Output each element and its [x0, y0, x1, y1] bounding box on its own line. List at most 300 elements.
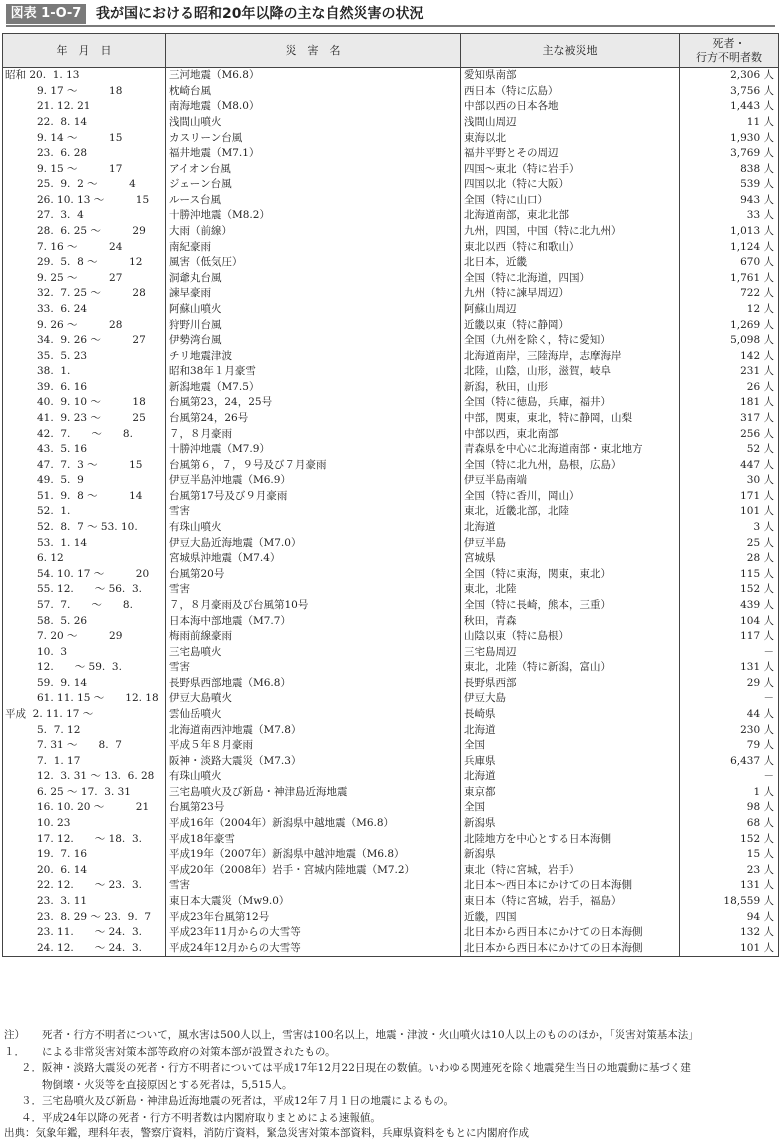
date-cell: 52. 1. [3, 504, 166, 520]
affected-area-cell: 愛知県南部 [461, 68, 680, 84]
disaster-name-cell: 福井地震（M7.1） [166, 146, 461, 162]
casualties-cell: 18,559 人 [680, 894, 779, 910]
disaster-name-cell: 雪害 [166, 660, 461, 676]
date-cell: 39. 6. 16 [3, 380, 166, 396]
disaster-name-cell: アイオン台風 [166, 161, 461, 177]
casualties-cell: 1,930 人 [680, 130, 779, 146]
table-row [3, 613, 779, 629]
affected-area-cell: 全国（特に徳島，兵庫，福井） [461, 395, 680, 411]
figure-title: 我が国における昭和20年以降の主な自然災害の状況 [96, 6, 424, 22]
affected-area-cell: 全国（特に東海，関東，東北） [461, 567, 680, 583]
table-row [3, 130, 779, 146]
casualties-cell: 447 人 [680, 457, 779, 473]
disaster-name-cell: 諫早豪雨 [166, 286, 461, 302]
date-cell: 7. 31 ～ 8. 7 [3, 738, 166, 754]
affected-area-cell: 全国 [461, 800, 680, 816]
table-row [3, 161, 779, 177]
table-row [3, 426, 779, 442]
note-item [4, 1093, 778, 1110]
casualties-cell: 1,013 人 [680, 224, 779, 240]
casualties-cell: 181 人 [680, 395, 779, 411]
table-row [3, 333, 779, 349]
source-note: 出典：気象年鑑，理科年表，警察庁資料，消防庁資料，緊急災害対策本部資料，兵庫県資料をもとに内閣府作成 [4, 1127, 529, 1139]
date-cell: 6. 25 ～ 17. 3. 31 [3, 785, 166, 801]
date-cell: 59. 9. 14 [3, 676, 166, 692]
casualties-cell: 12 人 [680, 302, 779, 318]
casualties-cell: 115 人 [680, 567, 779, 583]
disaster-name-cell: カスリーン台風 [166, 130, 461, 146]
disaster-name-cell: 十勝沖地震（M7.9） [166, 442, 461, 458]
disaster-table [2, 33, 779, 957]
date-cell: 10. 3 [3, 644, 166, 660]
disaster-name-cell: ルース台風 [166, 193, 461, 209]
note-item [4, 1060, 778, 1093]
table-row [3, 925, 779, 941]
date-cell: 6. 12 [3, 551, 166, 567]
disaster-name-cell: 南紀豪雨 [166, 239, 461, 255]
figure-header [6, 4, 775, 24]
table-row [3, 753, 779, 769]
header-date: 年 月 日 [3, 34, 166, 68]
affected-area-cell: 伊豆半島 [461, 535, 680, 551]
note-text: 平成24年以降の死者・行方不明者数は内閣府取りまとめによる速報値。 [42, 1111, 381, 1124]
date-cell: 20. 6. 14 [3, 862, 166, 878]
casualties-cell: 104 人 [680, 613, 779, 629]
date-cell: 55. 12. ～ 56. 3. [3, 582, 166, 598]
disaster-name-cell: 有珠山噴火 [166, 520, 461, 536]
disaster-name-cell: 昭和38年１月豪雪 [166, 364, 461, 380]
casualties-cell: 44 人 [680, 707, 779, 723]
casualties-cell: 11 人 [680, 115, 779, 131]
casualties-cell: 52 人 [680, 442, 779, 458]
disaster-name-cell: 北海道南西沖地震（M7.8） [166, 722, 461, 738]
casualties-cell: 132 人 [680, 925, 779, 941]
affected-area-cell: 全国 [461, 738, 680, 754]
disaster-name-cell: 日本海中部地震（M7.7） [166, 613, 461, 629]
disaster-name-cell: 平成18年豪雪 [166, 831, 461, 847]
disaster-name-cell: ジェーン台風 [166, 177, 461, 193]
disaster-name-cell: 台風第23，24，25号 [166, 395, 461, 411]
table-row [3, 785, 779, 801]
table-row [3, 520, 779, 536]
casualties-cell: 29 人 [680, 676, 779, 692]
date-cell: 12. ～ 59. 3. [3, 660, 166, 676]
affected-area-cell: 三宅島周辺 [461, 644, 680, 660]
affected-area-cell: 東北以西（特に和歌山） [461, 239, 680, 255]
disaster-name-cell: 三宅島噴火及び新島・神津島近海地震 [166, 785, 461, 801]
casualties-cell: 30 人 [680, 473, 779, 489]
table-row [3, 442, 779, 458]
note-text: 阪神・淡路大震災の死者・行方不明者については平成17年12月22日現在の数値。いわゆる関連死を除く地震発生当日の地震動に基づく建 物倒壊・火災等を直接原因とする死者は，5,515人。 [42, 1062, 691, 1091]
affected-area-cell: 東北，近畿北部，北陸 [461, 504, 680, 520]
disaster-name-cell: 平成24年12月からの大雪等 [166, 940, 461, 956]
date-cell: 26. 10. 13 ～ 15 [3, 193, 166, 209]
date-cell: 40. 9. 10 ～ 18 [3, 395, 166, 411]
header-casualties: 死者・ 行方不明者数 [680, 34, 779, 68]
casualties-cell: 670 人 [680, 255, 779, 271]
disaster-name-cell: 阪神・淡路大震災（M7.3） [166, 753, 461, 769]
affected-area-cell: 四国以北（特に大阪） [461, 177, 680, 193]
table-row [3, 707, 779, 723]
affected-area-cell: 北日本から西日本にかけての日本海側 [461, 940, 680, 956]
affected-area-cell: 北海道 [461, 769, 680, 785]
date-cell: 9. 25 ～ 27 [3, 271, 166, 287]
affected-area-cell: 北日本～西日本にかけての日本海側 [461, 878, 680, 894]
casualties-cell: 26 人 [680, 380, 779, 396]
table-row [3, 395, 779, 411]
title-rule [6, 25, 775, 27]
casualties-cell: 1,761 人 [680, 271, 779, 287]
casualties-cell: 101 人 [680, 940, 779, 956]
disaster-name-cell: 平成16年（2004年）新潟県中越地震（M6.8） [166, 816, 461, 832]
disaster-name-cell: 雪害 [166, 878, 461, 894]
table-row [3, 862, 779, 878]
date-cell: 23. 8. 29 ～ 23. 9. 7 [3, 909, 166, 925]
table-row [3, 348, 779, 364]
disaster-name-cell: 長野県西部地震（M6.8） [166, 676, 461, 692]
date-cell: 52. 8. 7 ～ 53. 10. [3, 520, 166, 536]
table-row [3, 535, 779, 551]
date-cell: 47. 7. 3 ～ 15 [3, 457, 166, 473]
affected-area-cell: 東海以北 [461, 130, 680, 146]
affected-area-cell: 阿蘇山周辺 [461, 302, 680, 318]
table-row [3, 224, 779, 240]
table-row [3, 660, 779, 676]
disaster-name-cell: 平成23年11月からの大雪等 [166, 925, 461, 941]
disaster-name-cell: 三宅島噴火 [166, 644, 461, 660]
table-row [3, 629, 779, 645]
note-marker: ３． [21, 1095, 42, 1107]
casualties-cell: 117 人 [680, 629, 779, 645]
casualties-cell: 33 人 [680, 208, 779, 224]
table-row [3, 286, 779, 302]
affected-area-cell: 中部以西，東北南部 [461, 426, 680, 442]
table-row [3, 567, 779, 583]
header-affected-area: 主な被災地 [461, 34, 680, 68]
disaster-name-cell: 有珠山噴火 [166, 769, 461, 785]
date-cell: 29. 5. 8 ～ 12 [3, 255, 166, 271]
casualties-cell: 131 人 [680, 660, 779, 676]
casualties-cell: 3,756 人 [680, 84, 779, 100]
disaster-name-cell: 雲仙岳噴火 [166, 707, 461, 723]
disaster-name-cell: 三河地震（M6.8） [166, 68, 461, 84]
note-marker: ２． [21, 1062, 42, 1074]
disaster-name-cell: 伊豆大島噴火 [166, 691, 461, 707]
disaster-name-cell: 十勝沖地震（M8.2） [166, 208, 461, 224]
casualties-cell: 101 人 [680, 504, 779, 520]
table-row [3, 847, 779, 863]
table-row [3, 722, 779, 738]
date-cell: 42. 7. ～ 8. [3, 426, 166, 442]
table-row [3, 411, 779, 427]
affected-area-cell: 福井平野とその周辺 [461, 146, 680, 162]
table-row [3, 831, 779, 847]
affected-area-cell: 長崎県 [461, 707, 680, 723]
disaster-name-cell: 阿蘇山噴火 [166, 302, 461, 318]
table-row [3, 504, 779, 520]
table-row [3, 551, 779, 567]
affected-area-cell: 北陸，山陰，山形，滋賀，岐阜 [461, 364, 680, 380]
date-cell: 7. 16 ～ 24 [3, 239, 166, 255]
casualties-cell: 152 人 [680, 831, 779, 847]
affected-area-cell: 北日本から西日本にかけての日本海側 [461, 925, 680, 941]
date-cell: 5. 7. 12 [3, 722, 166, 738]
date-cell: 54. 10. 17 ～ 20 [3, 567, 166, 583]
affected-area-cell: 全国（特に山口） [461, 193, 680, 209]
affected-area-cell: 全国（九州を除く，特に愛知） [461, 333, 680, 349]
casualties-cell: 722 人 [680, 286, 779, 302]
disaster-name-cell: ７，８月豪雨及び台風第10号 [166, 598, 461, 614]
note-marker: ４． [21, 1111, 42, 1124]
casualties-cell: 539 人 [680, 177, 779, 193]
figure-number-badge: 図表 1-O-7 [6, 4, 86, 24]
date-cell: 12. 3. 31 ～ 13. 6. 28 [3, 769, 166, 785]
affected-area-cell: 東日本（特に宮城，岩手，福島） [461, 894, 680, 910]
affected-area-cell: 北陸地方を中心とする日本海側 [461, 831, 680, 847]
affected-area-cell: 近畿，四国 [461, 909, 680, 925]
notes-section [4, 1027, 778, 1126]
casualties-cell: 256 人 [680, 426, 779, 442]
table-row [3, 644, 779, 660]
casualties-cell: － [680, 691, 779, 707]
date-cell: 9. 15 ～ 17 [3, 161, 166, 177]
table-row [3, 800, 779, 816]
affected-area-cell: 兵庫県 [461, 753, 680, 769]
casualties-cell: 838 人 [680, 161, 779, 177]
affected-area-cell: 四国～東北（特に岩手） [461, 161, 680, 177]
affected-area-cell: 秋田，青森 [461, 613, 680, 629]
date-cell: 9. 17 ～ 18 [3, 84, 166, 100]
date-cell: 平成 2. 11. 17 ～ [3, 707, 166, 723]
casualties-cell: 3,769 人 [680, 146, 779, 162]
table-row [3, 271, 779, 287]
disaster-name-cell: 雪害 [166, 504, 461, 520]
disaster-name-cell: 平成５年８月豪雨 [166, 738, 461, 754]
note-item [4, 1110, 778, 1127]
table-row [3, 940, 779, 956]
date-cell: 38. 1. [3, 364, 166, 380]
table-row [3, 738, 779, 754]
affected-area-cell: 宮城県 [461, 551, 680, 567]
table-row [3, 909, 779, 925]
casualties-cell: 25 人 [680, 535, 779, 551]
casualties-cell: 5,098 人 [680, 333, 779, 349]
table-header-row [3, 34, 779, 68]
casualties-cell: 317 人 [680, 411, 779, 427]
table-row [3, 68, 779, 84]
casualties-cell: 230 人 [680, 722, 779, 738]
date-cell: 57. 7. ～ 8. [3, 598, 166, 614]
disaster-name-cell: 台風第23号 [166, 800, 461, 816]
date-cell: 21. 12. 21 [3, 99, 166, 115]
table-row [3, 99, 779, 115]
disaster-name-cell: 伊豆大島近海地震（M7.0） [166, 535, 461, 551]
casualties-cell: 142 人 [680, 348, 779, 364]
disaster-name-cell: 台風第17号及び９月豪雨 [166, 489, 461, 505]
date-cell: 7. 20 ～ 29 [3, 629, 166, 645]
table-row [3, 302, 779, 318]
affected-area-cell: 北海道南部，東北北部 [461, 208, 680, 224]
table-row [3, 894, 779, 910]
table-row [3, 146, 779, 162]
disaster-name-cell: 台風第６，７，９号及び７月豪雨 [166, 457, 461, 473]
disaster-name-cell: ７，８月豪雨 [166, 426, 461, 442]
affected-area-cell: 北海道南岸，三陸海岸，志摩海岸 [461, 348, 680, 364]
date-cell: 9. 26 ～ 28 [3, 317, 166, 333]
casualties-cell: 68 人 [680, 816, 779, 832]
casualties-cell: 1 人 [680, 785, 779, 801]
date-cell: 53. 1. 14 [3, 535, 166, 551]
disaster-name-cell: 平成23年台風第12号 [166, 909, 461, 925]
disaster-name-cell: 浅間山噴火 [166, 115, 461, 131]
date-cell: 22. 12. ～ 23. 3. [3, 878, 166, 894]
date-cell: 61. 11. 15 ～ 12. 18 [3, 691, 166, 707]
table-row [3, 364, 779, 380]
affected-area-cell: 東京都 [461, 785, 680, 801]
casualties-cell: － [680, 769, 779, 785]
table-body [3, 68, 779, 957]
date-cell: 22. 8. 14 [3, 115, 166, 131]
date-cell: 33. 6. 24 [3, 302, 166, 318]
disaster-name-cell: チリ地震津波 [166, 348, 461, 364]
affected-area-cell: 東北（特に宮城，岩手） [461, 862, 680, 878]
header-disaster-name: 災 害 名 [166, 34, 461, 68]
affected-area-cell: 長野県西部 [461, 676, 680, 692]
table-row [3, 598, 779, 614]
affected-area-cell: 全国（特に北海道，四国） [461, 271, 680, 287]
date-cell: 24. 12. ～ 24. 3. [3, 940, 166, 956]
disaster-name-cell: 平成20年（2008年）岩手・宮城内陸地震（M7.2） [166, 862, 461, 878]
date-cell: 9. 14 ～ 15 [3, 130, 166, 146]
casualties-cell: 1,443 人 [680, 99, 779, 115]
affected-area-cell: 九州，四国，中国（特に北九州） [461, 224, 680, 240]
affected-area-cell: 近畿以東（特に静岡） [461, 317, 680, 333]
casualties-cell: 231 人 [680, 364, 779, 380]
disaster-name-cell: 風害（低気圧） [166, 255, 461, 271]
affected-area-cell: 全国（特に香川，岡山） [461, 489, 680, 505]
affected-area-cell: 伊豆大島 [461, 691, 680, 707]
date-cell: 41. 9. 23 ～ 25 [3, 411, 166, 427]
disaster-name-cell: 東日本大震災（Mw9.0） [166, 894, 461, 910]
affected-area-cell: 北日本，近畿 [461, 255, 680, 271]
disaster-name-cell: 伊勢湾台風 [166, 333, 461, 349]
casualties-cell: 2,306 人 [680, 68, 779, 84]
date-cell: 7. 1. 17 [3, 753, 166, 769]
casualties-cell: 98 人 [680, 800, 779, 816]
table-row [3, 473, 779, 489]
casualties-cell: 6,437 人 [680, 753, 779, 769]
disaster-name-cell: 雪害 [166, 582, 461, 598]
casualties-cell: － [680, 644, 779, 660]
casualties-cell: 171 人 [680, 489, 779, 505]
date-cell: 23. 6. 28 [3, 146, 166, 162]
table-row [3, 177, 779, 193]
note-text: 三宅島噴火及び新島・神津島近海地震の死者は，平成12年７月１日の地震によるもの。 [42, 1095, 454, 1107]
table-row [3, 691, 779, 707]
casualties-cell: 15 人 [680, 847, 779, 863]
date-cell: 27. 3. 4 [3, 208, 166, 224]
disaster-name-cell: 台風第20号 [166, 567, 461, 583]
affected-area-cell: 西日本（特に広島） [461, 84, 680, 100]
note-item [4, 1027, 778, 1060]
disaster-name-cell: 枕崎台風 [166, 84, 461, 100]
date-cell: 16. 10. 20 ～ 21 [3, 800, 166, 816]
disaster-name-cell: 宮城県沖地震（M7.4） [166, 551, 461, 567]
casualties-cell: 23 人 [680, 862, 779, 878]
table-row [3, 317, 779, 333]
table-row [3, 239, 779, 255]
affected-area-cell: 北海道 [461, 520, 680, 536]
casualties-cell: 1,124 人 [680, 239, 779, 255]
affected-area-cell: 九州（特に諫早周辺） [461, 286, 680, 302]
table-row [3, 115, 779, 131]
table-row [3, 255, 779, 271]
casualties-cell: 1,269 人 [680, 317, 779, 333]
affected-area-cell: 中部以西の日本各地 [461, 99, 680, 115]
table-row [3, 676, 779, 692]
table-row [3, 878, 779, 894]
date-cell: 10. 23 [3, 816, 166, 832]
affected-area-cell: 全国（特に長崎，熊本，三重） [461, 598, 680, 614]
note-marker: 注）１． [4, 1029, 25, 1058]
date-cell: 23. 11. ～ 24. 3. [3, 925, 166, 941]
affected-area-cell: 東北，北陸（特に新潟，富山） [461, 660, 680, 676]
casualties-cell: 3 人 [680, 520, 779, 536]
disaster-name-cell: 大雨（前線） [166, 224, 461, 240]
note-text: 死者・行方不明者について，風水害は500人以上，雪害は100名以上，地震・津波・火山噴火は10人以上のもののほか，「災害対策基本法」 による非常災害対策本部等政府の対策本部が設置されたもの。 [42, 1029, 699, 1058]
table-row [3, 582, 779, 598]
disaster-name-cell: 伊豆半島沖地震（M6.9） [166, 473, 461, 489]
date-cell: 19. 7. 16 [3, 847, 166, 863]
disaster-name-cell: 梅雨前線豪雨 [166, 629, 461, 645]
affected-area-cell: 中部，関東，東北，特に静岡，山梨 [461, 411, 680, 427]
date-cell: 23. 3. 11 [3, 894, 166, 910]
table-row [3, 84, 779, 100]
date-cell: 17. 12. ～ 18. 3. [3, 831, 166, 847]
date-cell: 35. 5. 23 [3, 348, 166, 364]
table-row [3, 816, 779, 832]
table-row [3, 489, 779, 505]
affected-area-cell: 北海道 [461, 722, 680, 738]
date-cell: 51. 9. 8 ～ 14 [3, 489, 166, 505]
affected-area-cell: 全国（特に北九州，島根，広島） [461, 457, 680, 473]
table-row [3, 193, 779, 209]
date-cell: 34. 9. 26 ～ 27 [3, 333, 166, 349]
table-row [3, 769, 779, 785]
affected-area-cell: 青森県を中心に北海道南部・東北地方 [461, 442, 680, 458]
casualties-cell: 94 人 [680, 909, 779, 925]
affected-area-cell: 伊豆半島南端 [461, 473, 680, 489]
disaster-name-cell: 狩野川台風 [166, 317, 461, 333]
affected-area-cell: 新潟県 [461, 816, 680, 832]
casualties-cell: 943 人 [680, 193, 779, 209]
casualties-cell: 28 人 [680, 551, 779, 567]
date-cell: 32. 7. 25 ～ 28 [3, 286, 166, 302]
casualties-cell: 439 人 [680, 598, 779, 614]
affected-area-cell: 新潟県 [461, 847, 680, 863]
date-cell: 25. 9. 2 ～ 4 [3, 177, 166, 193]
affected-area-cell: 新潟，秋田，山形 [461, 380, 680, 396]
casualties-cell: 152 人 [680, 582, 779, 598]
date-cell: 28. 6. 25 ～ 29 [3, 224, 166, 240]
disaster-name-cell: 洞爺丸台風 [166, 271, 461, 287]
date-cell: 58. 5. 26 [3, 613, 166, 629]
casualties-cell: 79 人 [680, 738, 779, 754]
date-cell: 昭和 20. 1. 13 [3, 68, 166, 84]
table-row [3, 457, 779, 473]
affected-area-cell: 東北，北陸 [461, 582, 680, 598]
date-cell: 49. 5. 9 [3, 473, 166, 489]
